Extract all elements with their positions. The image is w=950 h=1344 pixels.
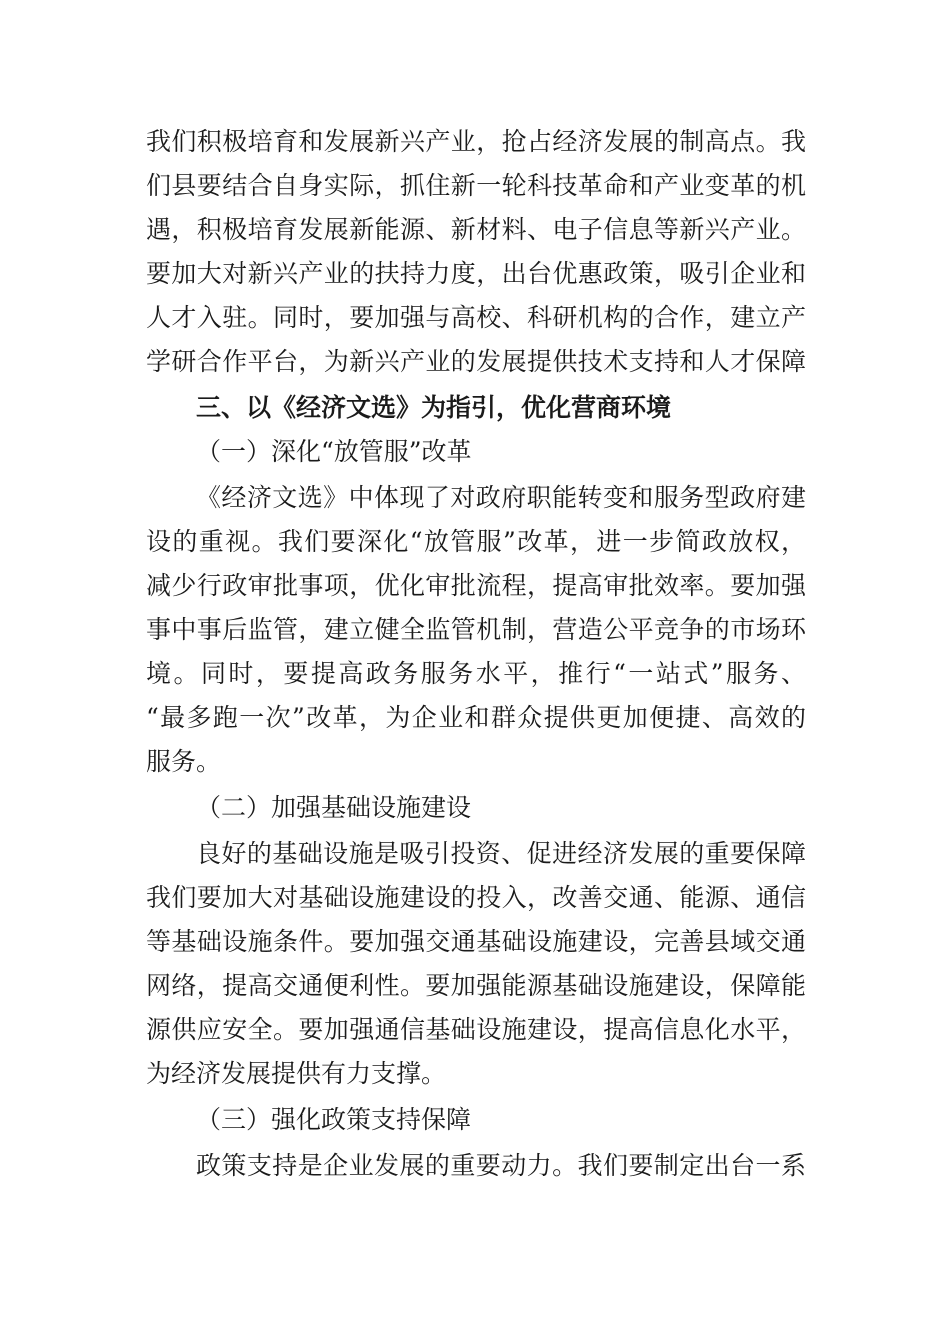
text-line: 政策支持是企业发展的重要动力。我们要制定出台一系 bbox=[196, 1151, 806, 1180]
subsection-heading: （三）强化政策支持保障 bbox=[196, 1105, 472, 1134]
text-line: 良好的基础设施是吸引投资、促进经济发展的重要保障 bbox=[196, 839, 806, 868]
subsection-heading: （一）深化“放管服”改革 bbox=[196, 437, 472, 466]
text-line: 服务。 bbox=[146, 747, 222, 776]
text-line: 设的重视。我们要深化“放管服”改革，进一步简政放权， bbox=[146, 527, 806, 556]
text-line: 们县要结合自身实际，抓住新一轮科技革命和产业变革的机 bbox=[146, 171, 806, 200]
text-line: 减少行政审批事项，优化审批流程，提高审批效率。要加强 bbox=[146, 571, 806, 600]
text-line: 要加大对新兴产业的扶持力度，出台优惠政策，吸引企业和 bbox=[146, 259, 806, 288]
text-line: 遇，积极培育发展新能源、新材料、电子信息等新兴产业。 bbox=[146, 215, 806, 244]
text-line: 网络，提高交通便利性。要加强能源基础设施建设，保障能 bbox=[146, 971, 806, 1000]
text-line: 我们要加大对基础设施建设的投入，改善交通、能源、通信 bbox=[146, 883, 806, 912]
text-line: 事中事后监管，建立健全监管机制，营造公平竞争的市场环 bbox=[146, 615, 806, 644]
text-line: 源供应安全。要加强通信基础设施建设，提高信息化水平， bbox=[146, 1015, 806, 1044]
text-line: 学研合作平台，为新兴产业的发展提供技术支持和人才保障 bbox=[146, 347, 806, 376]
text-line: 为经济发展提供有力支撑。 bbox=[146, 1059, 447, 1088]
text-line: 等基础设施条件。要加强交通基础设施建设，完善县域交通 bbox=[146, 927, 806, 956]
section-heading: 三、以《经济文选》为指引，优化营商环境 bbox=[196, 393, 672, 422]
text-line: 《经济文选》中体现了对政府职能转变和服务型政府建 bbox=[196, 483, 806, 512]
text-line: 人才入驻。同时，要加强与高校、科研机构的合作，建立产 bbox=[146, 303, 806, 332]
text-line: 我们积极培育和发展新兴产业，抢占经济发展的制高点。我 bbox=[146, 127, 806, 156]
text-line: “最多跑一次”改革，为企业和群众提供更加便捷、高效的 bbox=[146, 703, 806, 732]
subsection-heading: （二）加强基础设施建设 bbox=[196, 793, 472, 822]
text-line: 境。同时，要提高政务服务水平，推行“一站式”服务、 bbox=[146, 659, 806, 688]
